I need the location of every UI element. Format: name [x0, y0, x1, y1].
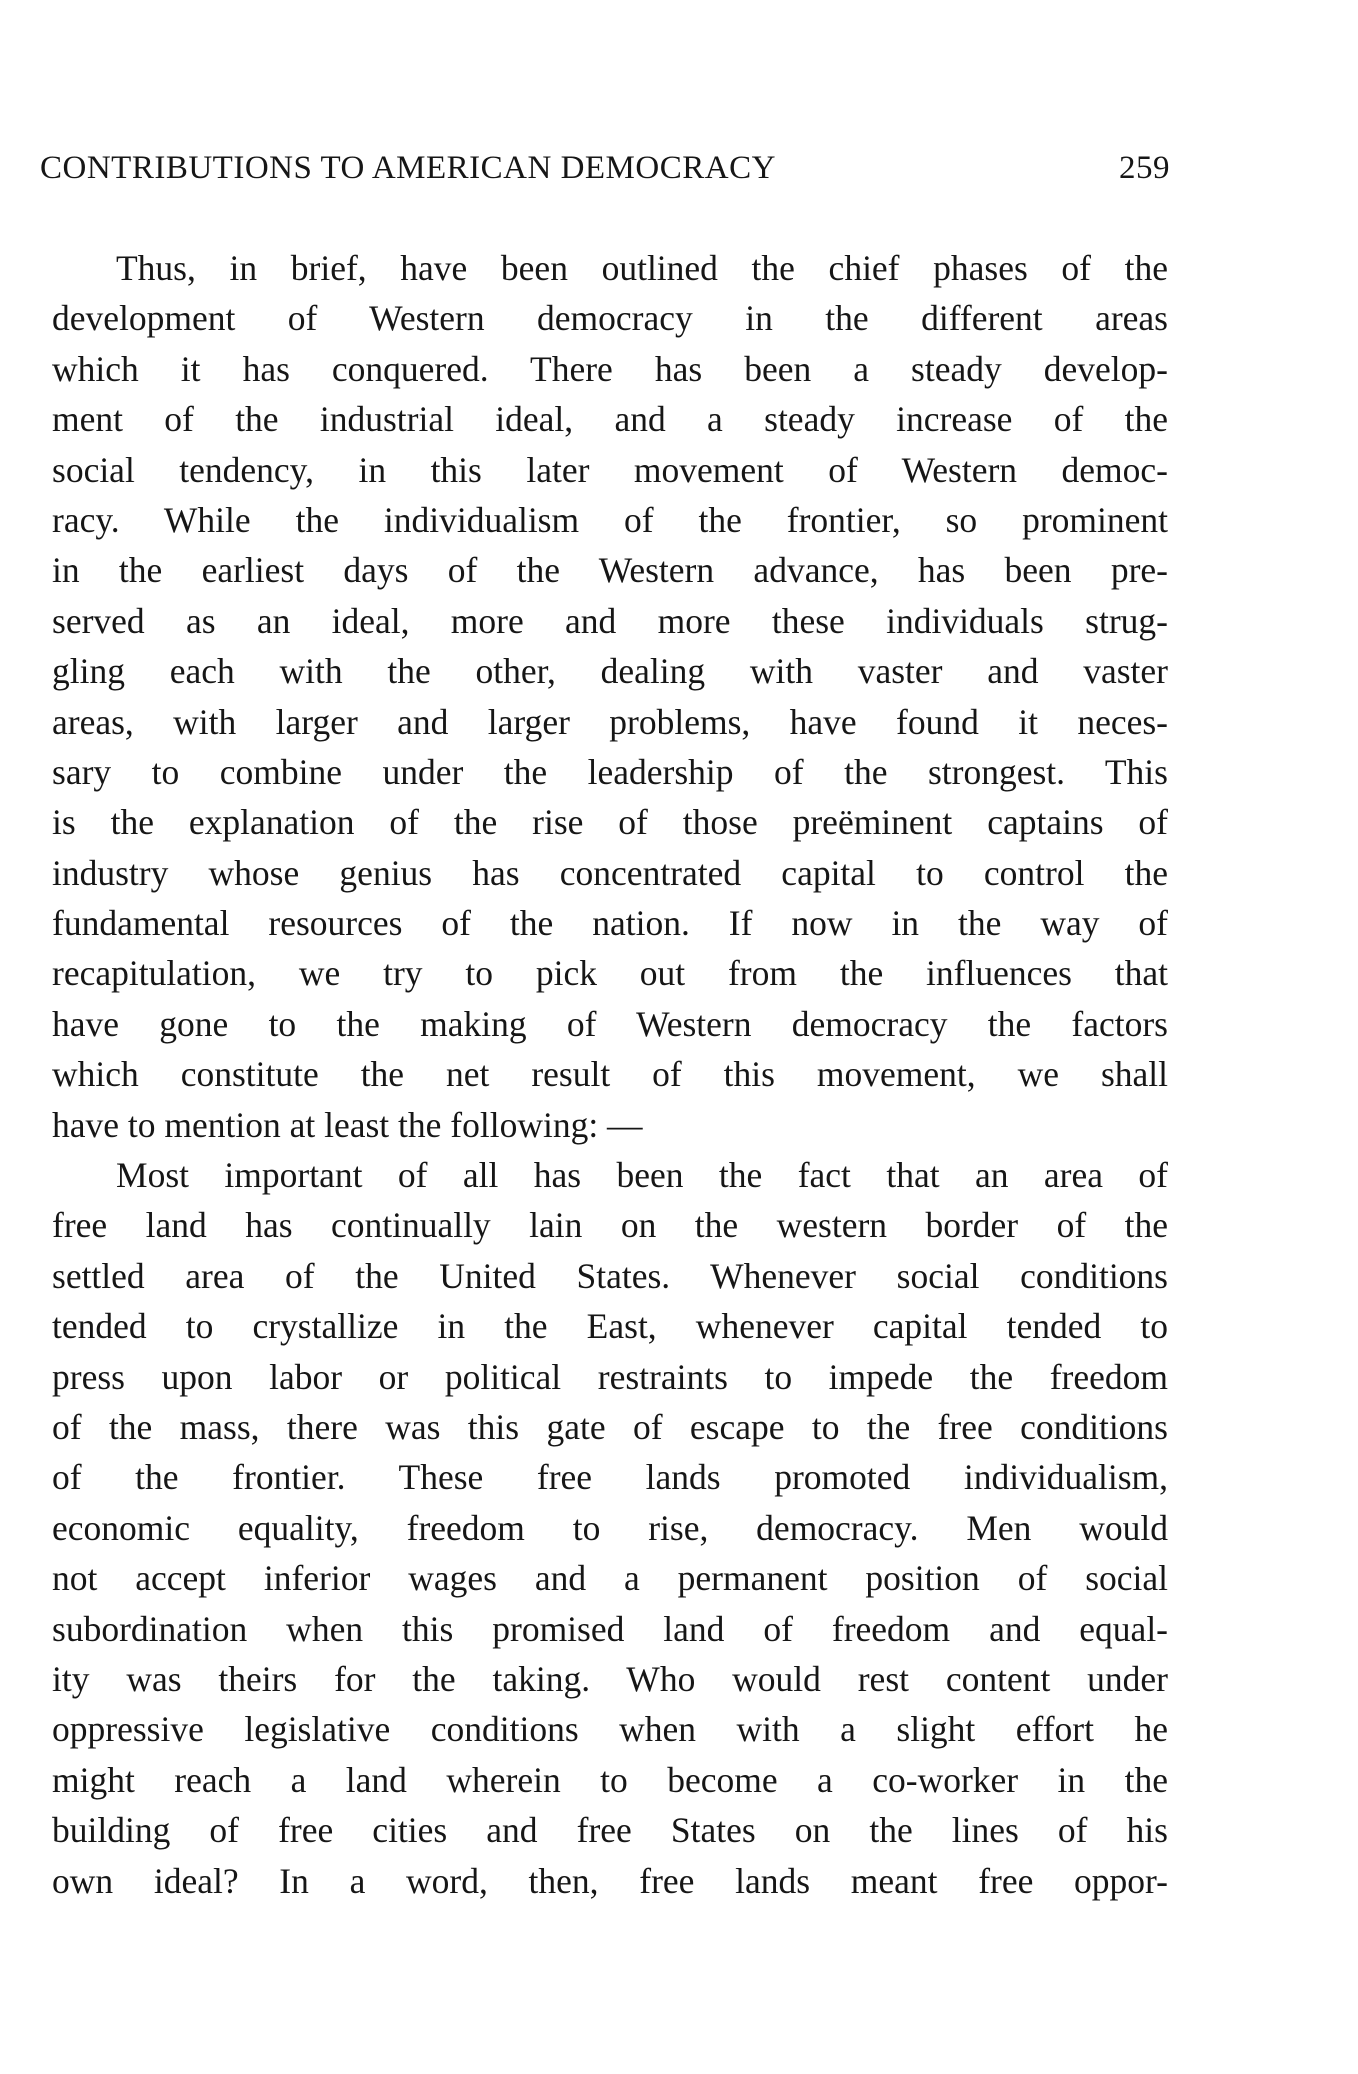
paragraph-2 — [52, 1150, 1168, 1906]
text-line: of the frontier. These free lands promoted individualism, — [52, 1457, 1168, 1498]
text-line: building of free cities and free States on the lines of his — [52, 1810, 1168, 1851]
text-line: might reach a land wherein to become a co-worker in the — [52, 1759, 1168, 1800]
text-line: Thus, in brief, have been outlined the chief phases of the — [116, 248, 1168, 288]
text-line: press upon labor or political restraints to impede the freedom — [52, 1356, 1168, 1397]
text-line: which it has conquered. There has been a steady develop- — [52, 348, 1168, 389]
text-line: economic equality, freedom to rise, democracy. Men would — [52, 1507, 1168, 1548]
text-line: free land has continually lain on the western border of the — [52, 1205, 1168, 1246]
text-line: gling each with the other, dealing with vaster and vaster — [52, 651, 1168, 692]
text-line: ment of the industrial ideal, and a steady increase of the — [52, 399, 1168, 440]
text-line: fundamental resources of the nation. If now in the way of — [52, 903, 1168, 944]
text-line: which constitute the net result of this movement, we shall — [52, 1054, 1168, 1095]
text-line: ity was theirs for the taking. Who would rest content under — [52, 1658, 1168, 1699]
text-line: oppressive legislative conditions when with a slight effort he — [52, 1709, 1168, 1750]
text-line: tended to crystallize in the East, whenever capital tended to — [52, 1306, 1168, 1347]
text-line: in the earliest days of the Western advance, has been pre- — [52, 550, 1168, 591]
text-line: sary to combine under the leadership of the strongest. This — [52, 751, 1168, 792]
text-line: racy. While the individualism of the frontier, so prominent — [52, 499, 1168, 540]
text-line: served as an ideal, more and more these individuals strug- — [52, 600, 1168, 641]
text-line: not accept inferior wages and a permanent position of social — [52, 1558, 1168, 1599]
text-line: own ideal? In a word, then, free lands meant free oppor- — [52, 1860, 1168, 1901]
text-line: social tendency, in this later movement of Western democ- — [52, 449, 1168, 490]
text-line: of the mass, there was this gate of escape to the free conditions — [52, 1406, 1168, 1447]
running-title: CONTRIBUTIONS TO AMERICAN DEMOCRACY — [40, 150, 776, 186]
paragraph-1 — [52, 243, 1168, 1150]
page-number: 259 — [1119, 150, 1170, 186]
text-line: industry whose genius has concentrated capital to control the — [52, 852, 1168, 893]
text-line: development of Western democracy in the different areas — [52, 298, 1168, 339]
text-line: areas, with larger and larger problems, have found it neces- — [52, 701, 1168, 742]
text-line: is the explanation of the rise of those preëminent captains of — [52, 802, 1168, 843]
text-line: recapitulation, we try to pick out from the influences that — [52, 953, 1168, 994]
text-line: settled area of the United States. Whenever social conditions — [52, 1255, 1168, 1296]
body-text — [52, 243, 1168, 1906]
text-line: have to mention at least the following: — — [52, 1104, 643, 1145]
text-line: subordination when this promised land of freedom and equal- — [52, 1608, 1168, 1649]
text-line: have gone to the making of Western democracy the factors — [52, 1003, 1168, 1044]
text-line: Most important of all has been the fact that an area of — [116, 1155, 1168, 1196]
